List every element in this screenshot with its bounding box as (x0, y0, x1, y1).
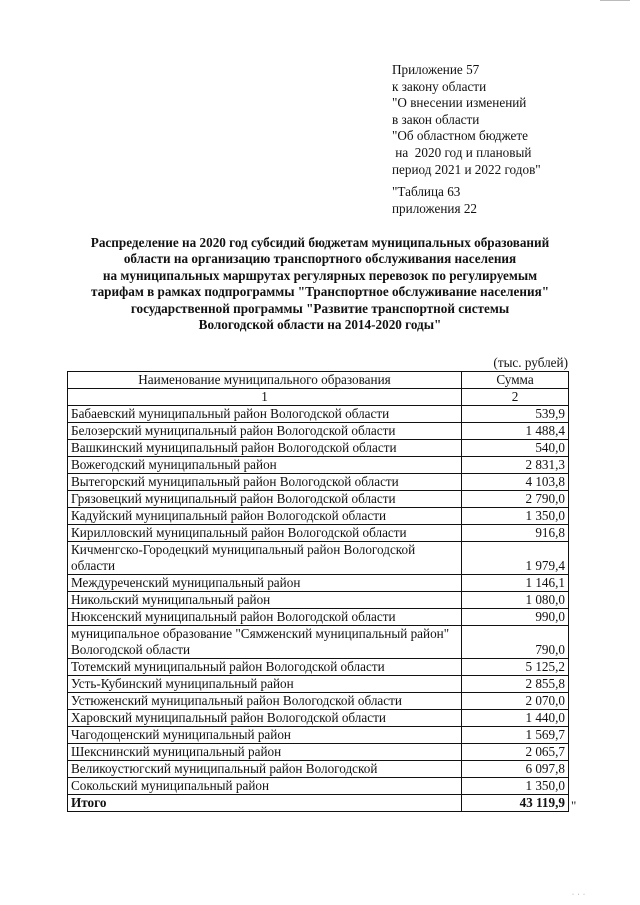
municipality-name: Харовский муниципальный район Вологодской области (68, 710, 462, 727)
page-corner-line (600, 0, 630, 3)
column-header-name: Наименование муниципального образования (68, 372, 462, 389)
subsidy-amount: 1 350,0 (462, 508, 569, 525)
title-line: тарифам в рамках подпрограммы "Транспортное обслуживание населения" (90, 284, 550, 300)
municipality-name: Нюксенский муниципальный район Вологодской области (68, 609, 462, 626)
municipality-name: Чагодощенский муниципальный район (68, 727, 462, 744)
appendix-line: в закон области (392, 111, 480, 127)
appendix-block (392, 62, 632, 217)
units-label: (тыс. рублей) (493, 355, 568, 370)
column-number: 2 (462, 389, 569, 406)
appendix-line: на 2020 год и плановый (392, 144, 532, 160)
title-line: области на организацию транспортного обслуживания населения (123, 251, 517, 267)
municipality-name: Вашкинский муниципальный район Вологодской области (68, 440, 462, 457)
table-row (68, 676, 569, 693)
subsidy-table (67, 371, 569, 812)
municipality-name: Шекснинский муниципальный район (68, 744, 462, 761)
subsidy-amount: 1 979,4 (462, 542, 569, 575)
subsidy-amount: 1 146,1 (462, 575, 569, 592)
appendix-line: "Об областном бюджете (392, 128, 528, 144)
subsidy-amount: 4 103,8 (462, 474, 569, 491)
total-label: Итого (68, 795, 462, 812)
subsidy-amount: 5 125,2 (462, 659, 569, 676)
title-line: Вологодской области на 2014-2020 годы" (198, 317, 442, 333)
column-header-amount: Сумма (462, 372, 569, 389)
table-row (68, 609, 569, 626)
table-row (68, 508, 569, 525)
table-row (68, 525, 569, 542)
table-row (68, 693, 569, 710)
table-row (68, 778, 569, 795)
appendix-line: к закону области (392, 78, 487, 94)
subsidy-amount: 916,8 (462, 525, 569, 542)
subsidy-amount: 790,0 (462, 626, 569, 659)
column-number: 1 (68, 389, 462, 406)
subsidy-amount: 1 350,0 (462, 778, 569, 795)
column-number-row (68, 389, 569, 406)
table-header-row (68, 372, 569, 389)
table-row (68, 744, 569, 761)
table-reference-line: "Таблица 63 (392, 184, 461, 200)
municipality-name: Тотемский муниципальный район Вологодской области (68, 659, 462, 676)
subsidy-amount: 2 790,0 (462, 491, 569, 508)
appendix-line: период 2021 и 2022 годов" (392, 161, 541, 177)
table-row (68, 457, 569, 474)
subsidy-amount: 6 097,8 (462, 761, 569, 778)
table-row (68, 592, 569, 609)
subsidy-amount: 2 065,7 (462, 744, 569, 761)
subsidy-amount: 1 440,0 (462, 710, 569, 727)
subsidy-amount: 540,0 (462, 440, 569, 457)
municipality-name: Междуреченский муниципальный район (68, 575, 462, 592)
municipality-name: Великоустюгский муниципальный район Вологодской (68, 761, 462, 778)
table-row (68, 474, 569, 491)
total-amount: 43 119,9 (462, 795, 569, 812)
closing-quote: " (571, 798, 577, 813)
appendix-line: Приложение 57 (392, 62, 480, 77)
municipality-name: Кадуйский муниципальный район Вологодской области (68, 508, 462, 525)
subsidy-amount: 2 855,8 (462, 676, 569, 693)
table-row (68, 491, 569, 508)
subsidy-amount: 1 080,0 (462, 592, 569, 609)
page-mark: · · · (572, 892, 586, 898)
subsidy-amount: 539,9 (462, 406, 569, 423)
table-row (68, 575, 569, 592)
municipality-name: Грязовецкий муниципальный район Вологодской области (68, 491, 462, 508)
total-row (68, 795, 569, 812)
municipality-name: Устюженский муниципальный район Вологодской области (68, 693, 462, 710)
table-row (68, 542, 569, 575)
title-line: государственной программы "Развитие транспортной системы (130, 300, 510, 316)
municipality-name: Кичменгско-Городецкий муниципальный район Вологодской области (68, 542, 462, 575)
table-row (68, 727, 569, 744)
table-row (68, 423, 569, 440)
table-row (68, 406, 569, 423)
table-row (68, 659, 569, 676)
subsidy-amount: 990,0 (462, 609, 569, 626)
municipality-name: Вытегорский муниципальный район Вологодской области (68, 474, 462, 491)
subsidy-amount: 2 831,3 (462, 457, 569, 474)
municipality-name: Сокольский муниципальный район (68, 778, 462, 795)
municipality-name: Бабаевский муниципальный район Вологодской области (68, 406, 462, 423)
subsidy-amount: 1 569,7 (462, 727, 569, 744)
document-title (60, 235, 580, 333)
municipality-name: Усть-Кубинский муниципальный район (68, 676, 462, 693)
title-line: на муниципальных маршрутах регулярных перевозок по регулируемым (102, 267, 538, 283)
table-row (68, 440, 569, 457)
appendix-line: "О внесении изменений (392, 95, 527, 111)
municipality-name: Никольский муниципальный район (68, 592, 462, 609)
table-row (68, 710, 569, 727)
table-reference-line: приложения 22 (392, 200, 478, 216)
subsidy-amount: 1 488,4 (462, 423, 569, 440)
municipality-name: Белозерский муниципальный район Вологодской области (68, 423, 462, 440)
title-line: Распределение на 2020 год субсидий бюджетам муниципальных образований (90, 235, 550, 250)
municipality-name: Вожегодский муниципальный район (68, 457, 462, 474)
municipality-name: Кирилловский муниципальный район Вологодской области (68, 525, 462, 542)
table-row (68, 626, 569, 659)
municipality-name: муниципальное образование "Сямженский муниципальный район" Вологодской области (68, 626, 462, 659)
table-row (68, 761, 569, 778)
subsidy-amount: 2 070,0 (462, 693, 569, 710)
